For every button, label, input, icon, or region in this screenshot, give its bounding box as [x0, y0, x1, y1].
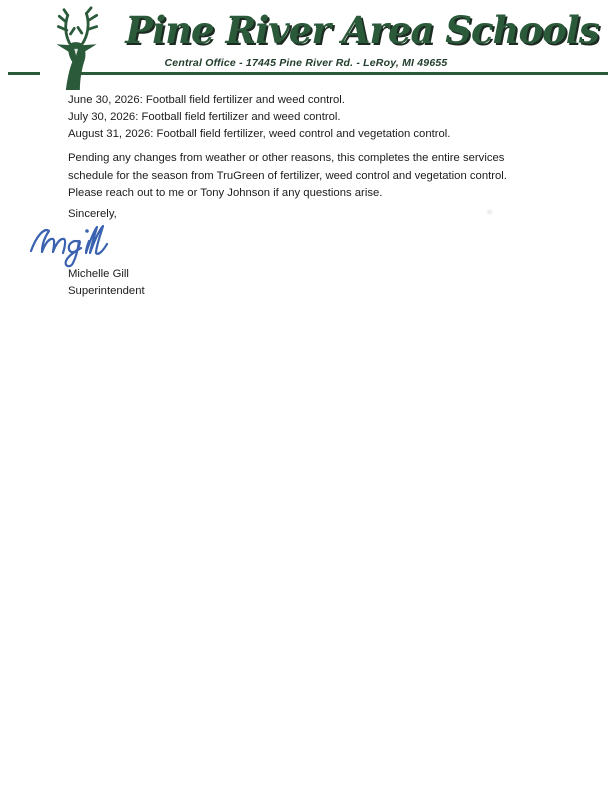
scan-artifact: [487, 210, 492, 214]
deer-head-icon: [38, 6, 118, 90]
signer-title: Superintendent: [68, 285, 145, 297]
service-schedule-list: [68, 92, 568, 143]
schedule-line-july: July 30, 2026: Football field fertilizer and weed control.: [68, 111, 341, 123]
header-rule-left-segment: [8, 72, 40, 75]
schedule-line-august: August 31, 2026: Football field fertilizer, weed control and vegetation control.: [68, 128, 451, 140]
handwritten-signature: [28, 218, 154, 268]
school-name-title: Pine River Area Schools: [125, 8, 599, 52]
schedule-line-june: June 30, 2026: Football field fertilizer and weed control.: [68, 94, 345, 106]
header-rule-long-segment: [80, 72, 608, 75]
central-office-address: Central Office - 17445 Pine River Rd. - LeRoy, MI 49655: [164, 57, 448, 69]
signer-name: Michelle Gill: [68, 268, 129, 280]
closing-salutation: Sincerely,: [68, 208, 117, 220]
letter-body-paragraph: Pending any changes from weather or other reasons, this completes the entire services schedule for the season from TruGreen of fertilizer, weed control and vegetation control. Please reach out to me or Tony Johnson if any questions arise.: [68, 152, 507, 199]
